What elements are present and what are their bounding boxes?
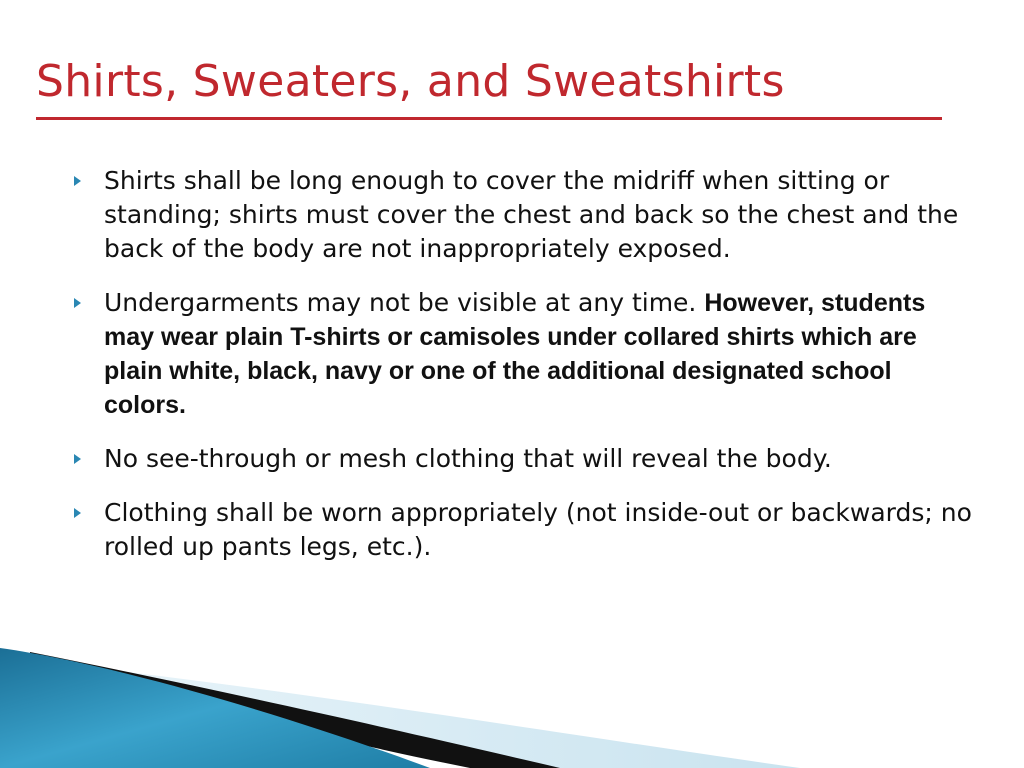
bullet-text: Clothing shall be worn appropriately (not inside-out or backwards; no rolled up pants legs, etc.).: [104, 498, 972, 561]
bullet-bold-text: However, students may wear plain T-shirts or camisoles under collared shirts which are plain white, black, navy or one of the additional designated school colors.: [104, 289, 926, 419]
bullet-text: Shirts shall be long enough to cover the midriff when sitting or standing; shirts must cover the chest and back so the chest and the back of the body are not inappropriately exposed.: [104, 166, 959, 263]
bullet-text: Undergarments may not be visible at any time.: [104, 288, 705, 317]
slide-title: Shirts, Sweaters, and Sweatshirts: [36, 56, 785, 107]
bullet-text: No see-through or mesh clothing that will reveal the body.: [104, 444, 832, 473]
